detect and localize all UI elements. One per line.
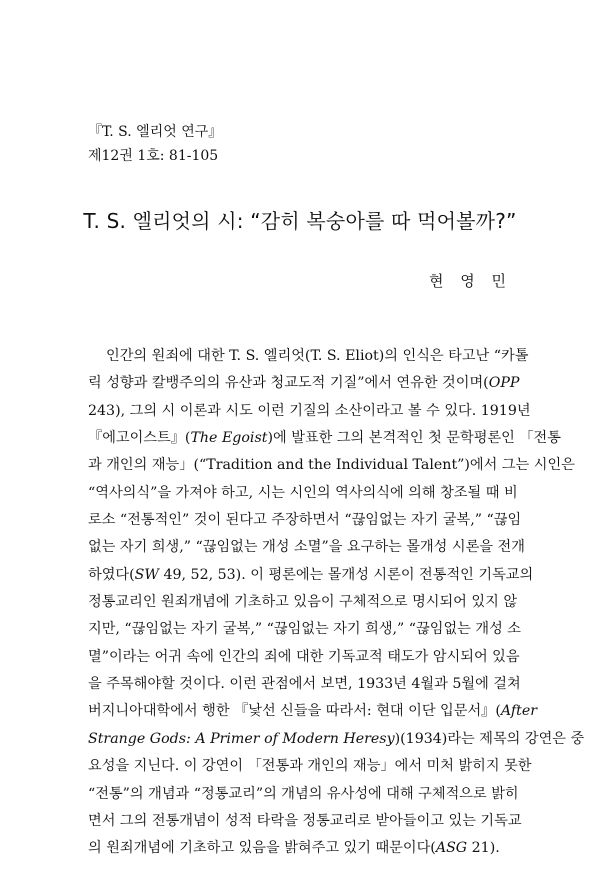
body-line: 요성을 지닌다. 이 강연이 「전통과 개인의 재능」에서 미처 밝히지 못한 [88, 758, 532, 775]
article-author: 현 영 민 [428, 272, 512, 290]
body-line: “전통”의 개념과 “정통교리”의 개념의 유사성에 대해 구체적으로 밝히 [88, 785, 519, 802]
body-line: 버지니아대학에서 행한 『낯선 신들을 따라서: 현대 이단 입문서』(After [88, 703, 538, 720]
body-line: 의 원죄개념에 기초하고 있음을 밝혀주고 있기 때문이다(ASG 21). [88, 840, 500, 857]
journal-issue: 제12권 1호: 81-105 [88, 148, 219, 164]
body-line: 릭 성향과 칼뱅주의의 유산과 청교도적 기질”에서 연유한 것이며(OPP [88, 375, 520, 392]
body-line: 과 개인의 재능」(“Tradition and the Individual Talent”)에서 그는 시인은 [88, 457, 575, 474]
body-line: 하였다(SW 49, 52, 53). 이 평론에는 몰개성 시론이 전통적인 기독교의 [88, 566, 534, 583]
body-line: 지만, “끊임없는 자기 굴복,” “끊임없는 자기 희생,” “끊임없는 개성 소 [88, 621, 522, 638]
article-body [88, 343, 585, 863]
body-line: 을 주목해야할 것이다. 이런 관점에서 보면, 1933년 4월과 5월에 걸쳐 [88, 676, 521, 693]
body-paragraph [88, 343, 585, 863]
body-line: Strange Gods: A Primer of Modern Heresy)(1934)라는 제목의 강연은 중 [88, 730, 585, 747]
body-line: 243), 그의 시 이론과 시도 이런 기질의 소산이라고 볼 수 있다. 1919년 [88, 402, 531, 419]
body-line: 없는 자기 희생,” “끊임없는 개성 소멸”을 요구하는 몰개성 시론을 전개 [88, 539, 525, 556]
body-line: “역사의식”을 가져야 하고, 시는 시인의 역사의식에 의해 창조될 때 비 [88, 484, 518, 501]
body-line: 멸”이라는 어귀 속에 인간의 죄에 대한 기독교적 태도가 암시되어 있음 [88, 648, 520, 665]
body-line: 인간의 원죄에 대한 T. S. 엘리엇(T. S. Eliot)의 인식은 타고난 “카톨 [106, 348, 529, 364]
body-line: 로소 “전통적인” 것이 된다고 주장하면서 “끊임없는 자기 굴복,” “끊임 [88, 512, 522, 529]
body-line: 『에고이스트』(The Egoist)에 발표한 그의 본격적인 첫 문학평론인 「전통 [88, 430, 561, 447]
journal-header [88, 120, 222, 168]
body-line: 면서 그의 전통개념이 성적 타락을 정통교리로 받아들이고 있는 기독교 [88, 812, 522, 829]
body-line: 정통교리인 원죄개념에 기초하고 있음이 구체적으로 명시되어 있지 않 [88, 594, 518, 611]
article-title: T. S. 엘리엇의 시: “감히 복숭아를 따 먹어볼까?” [83, 209, 517, 233]
journal-name: 『T. S. 엘리엇 연구』 [88, 124, 223, 140]
